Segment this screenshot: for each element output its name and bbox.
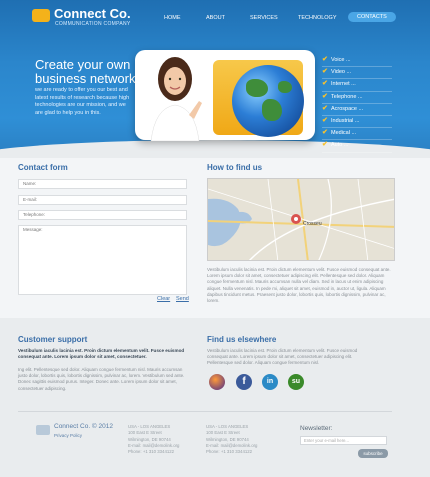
email-link[interactable]: E-mail: mail@demolink.org	[206, 442, 258, 448]
logo-title: Connect Co.	[54, 6, 131, 21]
checklist-item[interactable]: ✔ Auto ...	[322, 140, 392, 152]
email-field[interactable]: E-mail:	[18, 195, 187, 205]
newsletter-email-input[interactable]: Enter your e-mail here...	[300, 436, 387, 445]
check-icon: ✔	[322, 116, 328, 124]
find-elsewhere-title: Find us elsewhere	[207, 335, 277, 344]
footer-divider	[18, 411, 392, 412]
hero-title: Create your own business network	[35, 57, 136, 86]
privacy-policy-link[interactable]: Privacy Policy	[54, 433, 83, 438]
customer-support-title: Customer support	[18, 335, 88, 344]
find-elsewhere-text: Vestibulum iaculis lacinia est. Proin dictum elementum velit. Fusce euismod consequat ante. Lorem ipsum dolor sit amet, consectetuer adipiscing elit. Pellentesque sed dolor. Aliquam congue fermentum nisl.	[207, 348, 358, 366]
customer-support-lead: Vestibulum iaculis lacinia est. Proin dictum elementum velit. Fusce euismod consequat ante. Lorem ipsum dolor sit amet, consectetuer.	[18, 348, 185, 360]
checklist-item[interactable]: ✔ Telephone ...	[322, 92, 392, 104]
checklist-item[interactable]: ✔ Acrospace ...	[322, 104, 392, 116]
nav-contacts[interactable]: CONTACTS	[348, 12, 396, 22]
location-map[interactable]	[207, 178, 395, 261]
message-field[interactable]: Message:	[18, 225, 187, 295]
hero-text: we are ready to offer you our best and latest results of research because high technologies are our mission, and we are glad to help you in this.	[35, 87, 130, 116]
contact-form-title: Contact form	[18, 163, 68, 172]
facebook-icon[interactable]: f	[236, 374, 252, 390]
checklist-item[interactable]: ✔ Voice ...	[322, 55, 392, 67]
address-block-2: USA - LOS ANGELES 100 East E Street Wilmington, DE 90744 E-mail: mail@demolink.org Phone: +1 310 3344122	[206, 424, 258, 455]
email-link[interactable]: E-mail: mail@demolink.org	[128, 442, 180, 448]
map-label: Crosseu	[303, 221, 322, 227]
newsletter-title: Newsletter:	[300, 425, 333, 432]
nav-home[interactable]: HOME	[164, 15, 181, 21]
check-icon: ✔	[322, 141, 328, 149]
linkedin-icon[interactable]: in	[262, 374, 278, 390]
address-block-1: USA - LOS ANGELES 100 East E Street Wilmington, DE 90744 E-mail: mail@demolink.org Phone: +1 310 3344122	[128, 424, 180, 455]
check-icon: ✔	[322, 92, 328, 100]
nav-technology[interactable]: TECHNOLOGY	[298, 15, 337, 21]
subscribe-button[interactable]: subscribe	[358, 449, 388, 458]
footer-copyright: Connect Co. © 2012	[54, 423, 113, 430]
telephone-field[interactable]: Telephone:	[18, 210, 187, 220]
nav-services[interactable]: SERVICES	[250, 15, 278, 21]
customer-support-text: Ing elit. Pellentesque sed dolor. Aliquam congue fermentum nisl. Mauris accumsan justo dolor, lobortis quis, lobortis dignissim, pulvinar ac, lorem. Vestibulum sed ante. Donec sagittis euismod purus. Integer. Donec ante. Lorem ipsum dolor sit amet, consectetuer adipiscing.	[18, 367, 185, 391]
checklist-item[interactable]: ✔ Video ...	[322, 67, 392, 79]
logo-subtitle: COMMUNICATION COMPANY	[55, 21, 131, 27]
service-checklist	[322, 55, 392, 153]
send-button[interactable]: Send	[176, 296, 189, 302]
clear-button[interactable]: Clear	[157, 296, 171, 302]
find-us-text: Vestibulum iaculis lacinia est. Proin dictum elementum velit. Fusce euismod consequat ante. Lorem ipsum dolor sit amet, consectetuer adipiscing elit. Pellentesque sed dolor. Aliquam congue fermentum nisl. Mauris accumsan nulla vel diam. Sed in lacus ut enim adipiscing aliquet. Nulla venenatis. In pede mi, aliquet sit amet, euismod in, auctor ut, ligula. Aliquam dapibus tincidunt metus. Praesent justo dolor, lobortis quis, lobortis dignissim, pulvinar ac, lorem.	[207, 267, 391, 304]
check-icon: ✔	[322, 129, 328, 137]
globe-image	[232, 65, 304, 137]
stumbleupon-icon[interactable]: su	[288, 374, 304, 390]
social-icon-1[interactable]	[209, 374, 225, 390]
check-icon: ✔	[322, 68, 328, 76]
speech-bubble-icon	[36, 425, 50, 435]
check-icon: ✔	[322, 104, 328, 112]
checklist-item[interactable]: ✔ Industrial ...	[322, 116, 392, 128]
nav-about[interactable]: ABOUT	[206, 15, 225, 21]
map-graphic	[208, 179, 395, 261]
woman-image	[145, 53, 205, 141]
checklist-item[interactable]: ✔ Internet ...	[322, 79, 392, 91]
check-icon: ✔	[322, 56, 328, 63]
name-field[interactable]: Name:	[18, 179, 187, 189]
check-icon: ✔	[322, 80, 328, 88]
checklist-item[interactable]: ✔ Medical ...	[322, 128, 392, 140]
speech-bubble-icon	[32, 9, 50, 22]
find-us-title: How to find us	[207, 163, 263, 172]
